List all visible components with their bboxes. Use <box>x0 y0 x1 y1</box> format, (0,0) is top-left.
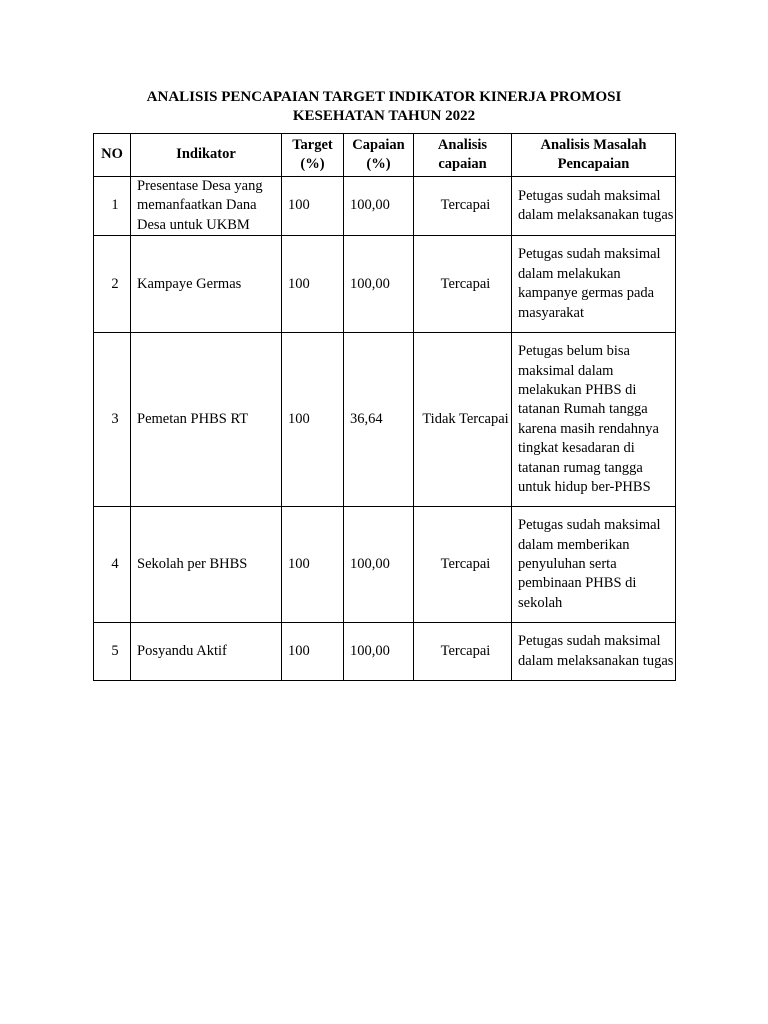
table-row <box>94 507 676 623</box>
cell-indikator: Kampaye Germas <box>131 236 282 333</box>
cell-target: 100 <box>282 236 344 333</box>
table-row <box>94 623 676 681</box>
cell-masalah: Petugas sudah maksimal dalam melaksanakan tugas <box>512 623 676 681</box>
cell-target: 100 <box>282 623 344 681</box>
table-row <box>94 177 676 236</box>
cell-analisis: Tercapai <box>414 236 512 333</box>
cell-capaian: 100,00 <box>344 623 414 681</box>
cell-masalah: Petugas belum bisa maksimal dalam melakukan PHBS di tatanan Rumah tangga karena masih rendahnya tingkat kesadaran di tatanan rumag tangga untuk hidup ber-PHBS <box>512 333 676 507</box>
cell-target: 100 <box>282 507 344 623</box>
cell-indikator: Presentase Desa yang memanfaatkan Dana Desa untuk UKBM <box>131 177 282 236</box>
header-target: Target (%) <box>282 134 344 177</box>
document-title-line1: ANALISIS PENCAPAIAN TARGET INDIKATOR KINERJA PROMOSI <box>146 89 622 105</box>
cell-masalah: Petugas sudah maksimal dalam melaksanakan tugas <box>512 177 676 236</box>
header-analisis-masalah: Analisis Masalah Pencapaian <box>512 134 676 177</box>
cell-capaian: 100,00 <box>344 507 414 623</box>
cell-masalah: Petugas sudah maksimal dalam melakukan kampanye germas pada masyarakat <box>512 236 676 333</box>
document-title <box>0 88 768 126</box>
cell-capaian: 100,00 <box>344 177 414 236</box>
header-no: NO <box>94 134 131 177</box>
header-analisis-capaian: Analisis capaian <box>414 134 512 177</box>
header-indikator: Indikator <box>131 134 282 177</box>
table-row <box>94 333 676 507</box>
cell-no: 3 <box>94 333 131 507</box>
cell-target: 100 <box>282 177 344 236</box>
cell-indikator: Pemetan PHBS RT <box>131 333 282 507</box>
cell-no: 5 <box>94 623 131 681</box>
cell-analisis: Tercapai <box>414 623 512 681</box>
header-capaian: Capaian (%) <box>344 134 414 177</box>
cell-indikator: Posyandu Aktif <box>131 623 282 681</box>
cell-capaian: 36,64 <box>344 333 414 507</box>
cell-analisis: Tercapai <box>414 177 512 236</box>
cell-capaian: 100,00 <box>344 236 414 333</box>
cell-target: 100 <box>282 333 344 507</box>
table-header-row <box>94 134 676 177</box>
indicator-table <box>93 133 676 681</box>
cell-indikator: Sekolah per BHBS <box>131 507 282 623</box>
cell-no: 4 <box>94 507 131 623</box>
cell-analisis: Tidak Tercapai <box>414 333 512 507</box>
cell-masalah: Petugas sudah maksimal dalam memberikan penyuluhan serta pembinaan PHBS di sekolah <box>512 507 676 623</box>
cell-no: 2 <box>94 236 131 333</box>
cell-analisis: Tercapai <box>414 507 512 623</box>
document-title-line2: KESEHATAN TAHUN 2022 <box>292 108 476 124</box>
table-row <box>94 236 676 333</box>
cell-no: 1 <box>94 177 131 236</box>
